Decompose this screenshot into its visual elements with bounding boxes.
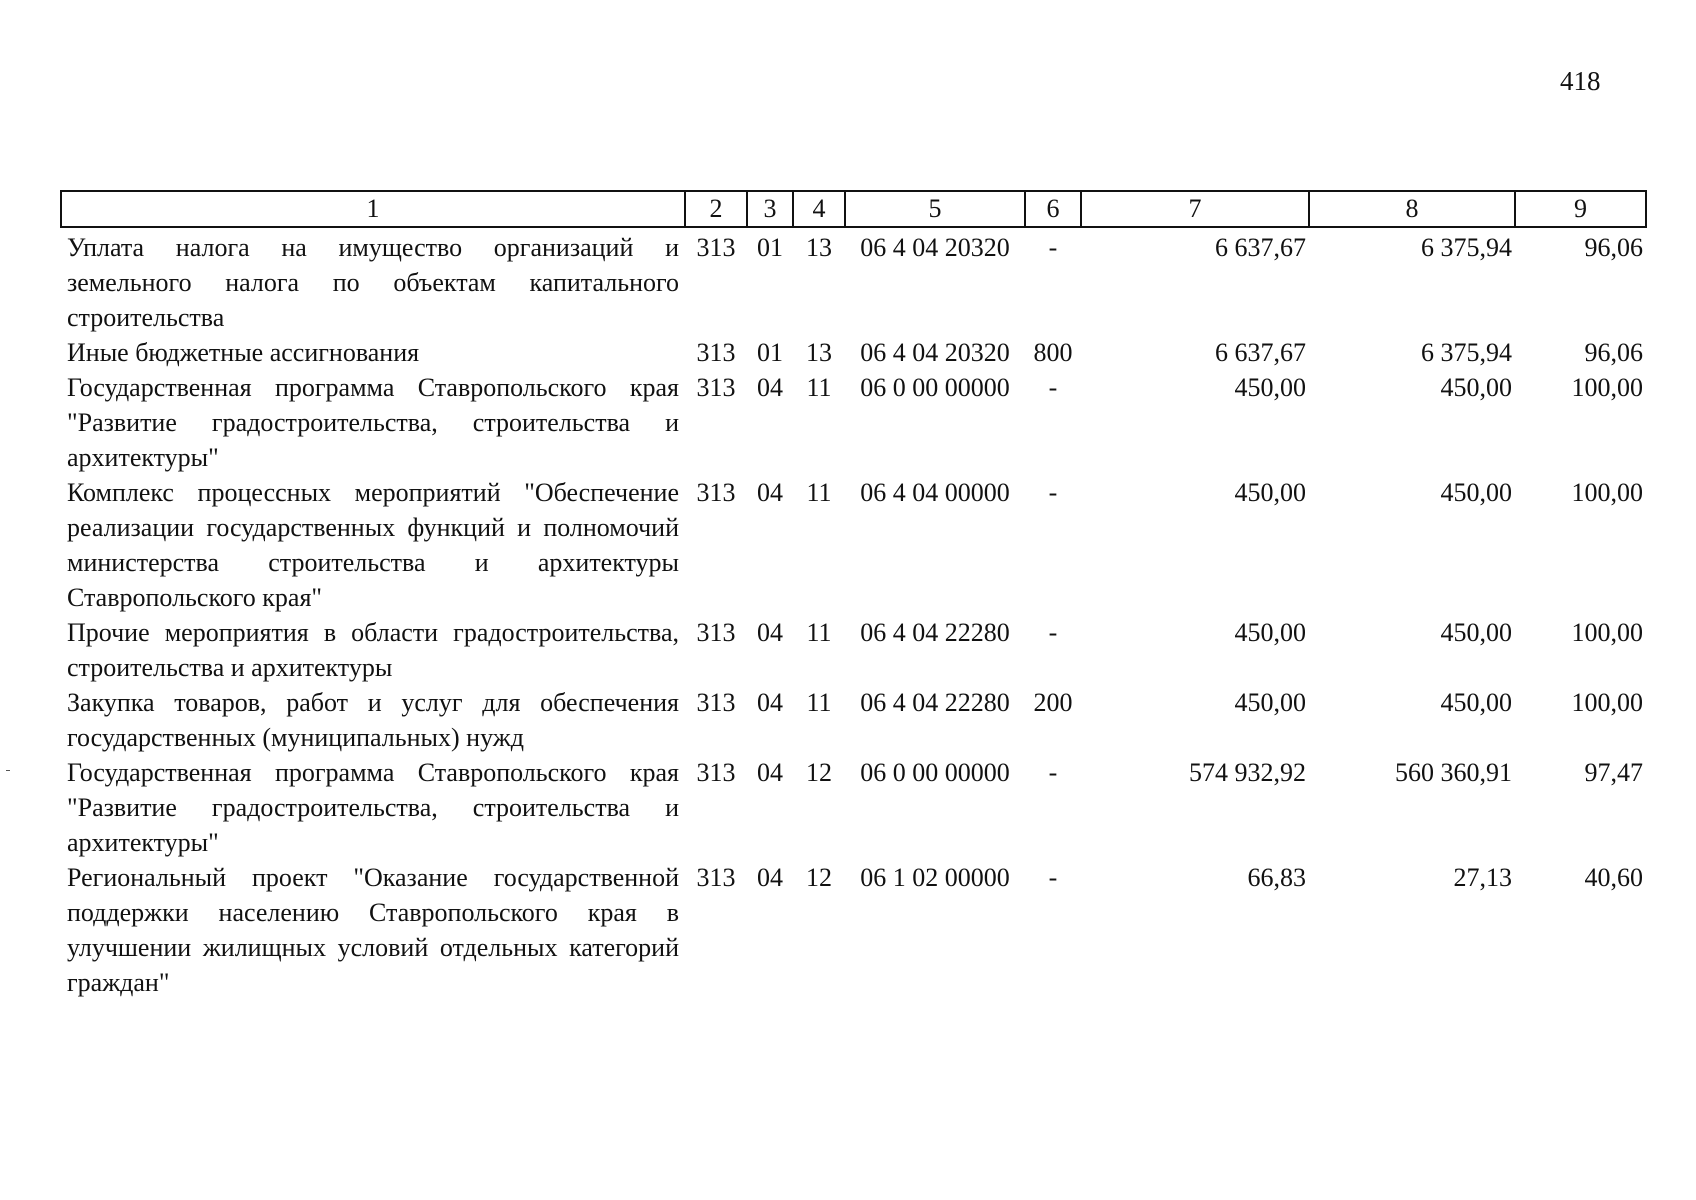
actual-amount: 450,00	[1440, 618, 1512, 647]
ministry-code: 313	[696, 373, 736, 402]
planned-amount: 574 932,92	[1189, 758, 1306, 787]
ministry-code: 313	[696, 758, 736, 787]
item-name: Иные бюджетные ассигнования	[67, 338, 420, 367]
planned-amount: 450,00	[1234, 688, 1306, 717]
table-row	[61, 335, 1646, 370]
item-name: Закупка товаров, работ и услуг для обеспечения государственных (муниципальных) нужд	[67, 688, 679, 752]
actual-amount: 450,00	[1440, 478, 1512, 507]
planned-amount: 6 637,67	[1215, 338, 1306, 367]
budget-table	[60, 190, 1647, 1000]
ministry-code: 313	[696, 233, 736, 262]
table-row	[61, 755, 1646, 860]
planned-amount: 450,00	[1234, 478, 1306, 507]
actual-amount: 6 375,94	[1421, 233, 1512, 262]
execution-percent: 100,00	[1571, 688, 1643, 717]
expense-type-code: -	[1048, 478, 1058, 507]
item-name: Региональный проект "Оказание государственной поддержки населению Ставропольского края в улучшении жилищных условий отдельных категорий граждан"	[67, 863, 679, 997]
execution-percent: 100,00	[1571, 373, 1643, 402]
column-header: 6	[1025, 191, 1081, 227]
column-header: 1	[61, 191, 685, 227]
target-article-code: 06 0 00 00000	[860, 758, 1010, 787]
column-header: 5	[845, 191, 1025, 227]
expense-type-code: 800	[1033, 338, 1073, 367]
section-code: 01	[757, 233, 783, 262]
ministry-code: 313	[696, 338, 736, 367]
expense-type-code: -	[1048, 618, 1058, 647]
table-row	[61, 860, 1646, 1000]
target-article-code: 06 0 00 00000	[860, 373, 1010, 402]
target-article-code: 06 4 04 20320	[860, 338, 1010, 367]
execution-percent: 96,06	[1584, 233, 1643, 262]
column-header: 8	[1309, 191, 1515, 227]
section-code: 04	[757, 758, 783, 787]
ministry-code: 313	[696, 618, 736, 647]
scan-speck	[6, 770, 10, 771]
subsection-code: 12	[806, 758, 832, 787]
column-header: 3	[747, 191, 793, 227]
subsection-code: 11	[806, 373, 832, 402]
subsection-code: 13	[806, 338, 832, 367]
target-article-code: 06 1 02 00000	[860, 863, 1010, 892]
execution-percent: 40,60	[1584, 863, 1643, 892]
subsection-code: 11	[806, 478, 832, 507]
section-code: 04	[757, 688, 783, 717]
column-header: 2	[685, 191, 747, 227]
execution-percent: 100,00	[1571, 618, 1643, 647]
section-code: 04	[757, 478, 783, 507]
expense-type-code: -	[1048, 758, 1058, 787]
item-name: Комплекс процессных мероприятий "Обеспечение реализации государственных функций и полномочий министерства строительства и архитектуры Ставропольского края"	[67, 478, 679, 612]
target-article-code: 06 4 04 20320	[860, 233, 1010, 262]
planned-amount: 6 637,67	[1215, 233, 1306, 262]
ministry-code: 313	[696, 863, 736, 892]
expense-type-code: -	[1048, 373, 1058, 402]
execution-percent: 97,47	[1584, 758, 1643, 787]
column-header: 9	[1515, 191, 1646, 227]
item-name: Уплата налога на имущество организаций и земельного налога по объектам капитального строительства	[67, 233, 679, 332]
actual-amount: 450,00	[1440, 688, 1512, 717]
actual-amount: 27,13	[1453, 863, 1512, 892]
table-row	[61, 227, 1646, 335]
actual-amount: 450,00	[1440, 373, 1512, 402]
section-code: 04	[757, 863, 783, 892]
page-number: 418	[1560, 66, 1601, 96]
planned-amount: 450,00	[1234, 373, 1306, 402]
subsection-code: 11	[806, 618, 832, 647]
table-row	[61, 370, 1646, 475]
target-article-code: 06 4 04 00000	[860, 478, 1010, 507]
planned-amount: 450,00	[1234, 618, 1306, 647]
expense-type-code: 200	[1033, 688, 1073, 717]
ministry-code: 313	[696, 688, 736, 717]
column-header: 4	[793, 191, 845, 227]
target-article-code: 06 4 04 22280	[860, 688, 1010, 717]
column-number-header-row	[61, 191, 1646, 227]
expense-type-code: -	[1048, 863, 1058, 892]
item-name: Прочие мероприятия в области градостроительства, строительства и архитектуры	[67, 618, 679, 682]
item-name: Государственная программа Ставропольского края "Развитие градостроительства, строительства и архитектуры"	[67, 758, 679, 857]
actual-amount: 6 375,94	[1421, 338, 1512, 367]
subsection-code: 12	[806, 863, 832, 892]
planned-amount: 66,83	[1247, 863, 1306, 892]
execution-percent: 100,00	[1571, 478, 1643, 507]
section-code: 04	[757, 373, 783, 402]
section-code: 01	[757, 338, 783, 367]
target-article-code: 06 4 04 22280	[860, 618, 1010, 647]
subsection-code: 13	[806, 233, 832, 262]
expense-type-code: -	[1048, 233, 1058, 262]
column-header: 7	[1081, 191, 1309, 227]
section-code: 04	[757, 618, 783, 647]
actual-amount: 560 360,91	[1395, 758, 1512, 787]
execution-percent: 96,06	[1584, 338, 1643, 367]
item-name: Государственная программа Ставропольского края "Развитие градостроительства, строительства и архитектуры"	[67, 373, 679, 472]
subsection-code: 11	[806, 688, 832, 717]
table-row	[61, 615, 1646, 685]
table-row	[61, 685, 1646, 755]
ministry-code: 313	[696, 478, 736, 507]
table-row	[61, 475, 1646, 615]
